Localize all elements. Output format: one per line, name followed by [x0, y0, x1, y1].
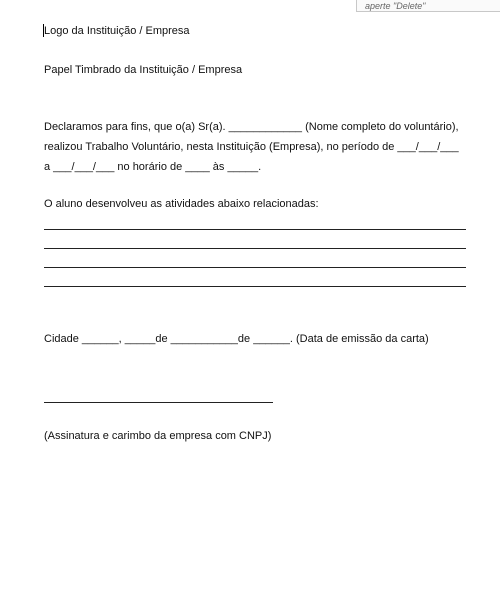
declaration-line-3[interactable]: a ___/___/___ no horário de ____ às _____.	[44, 161, 262, 173]
activity-line-4[interactable]	[44, 286, 466, 287]
city-date-line[interactable]: Cidade ______, _____de ___________de ______. (Data de emissão da carta)	[44, 333, 429, 345]
signature-line[interactable]	[44, 402, 273, 403]
declaration-line-2[interactable]: realizou Trabalho Voluntário, nesta Instituição (Empresa), no período de ___/___/___	[44, 141, 459, 153]
tooltip-hint	[356, 0, 500, 12]
activity-line-3[interactable]	[44, 267, 466, 268]
activities-intro[interactable]: O aluno desenvolveu as atividades abaixo relacionadas:	[44, 198, 319, 210]
signature-caption[interactable]: (Assinatura e carimbo da empresa com CNPJ)	[44, 430, 272, 442]
letterhead-placeholder[interactable]: Papel Timbrado da Instituição / Empresa	[44, 64, 243, 76]
logo-placeholder[interactable]: Logo da Instituição / Empresa	[44, 25, 190, 37]
tooltip-text: aperte "Delete"	[365, 1, 426, 11]
declaration-line-1[interactable]: Declaramos para fins, que o(a) Sr(a). ____________ (Nome completo do voluntário),	[44, 121, 459, 133]
activity-line-1[interactable]	[44, 229, 466, 230]
activity-line-2[interactable]	[44, 248, 466, 249]
